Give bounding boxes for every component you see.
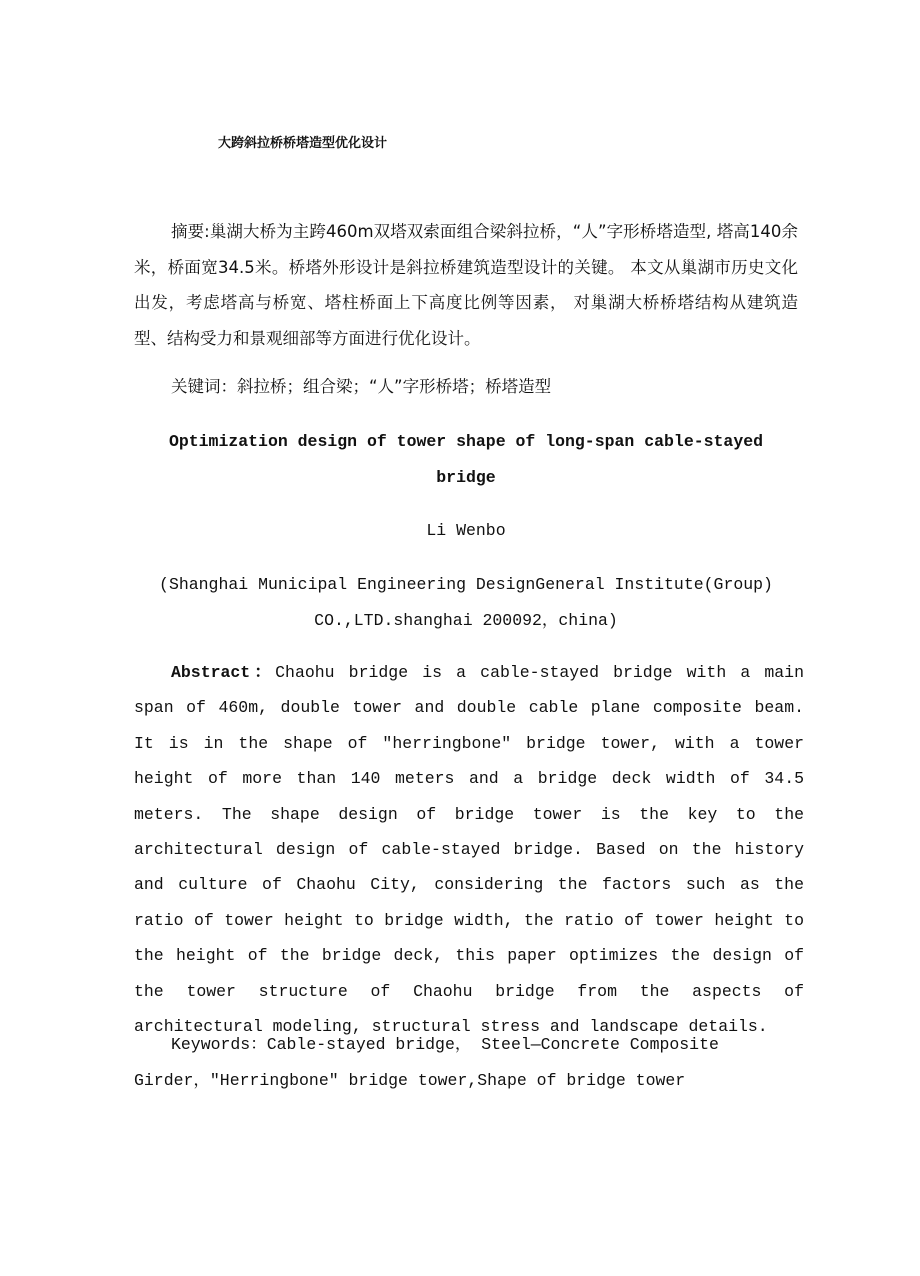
abstract-text: Chaohu bridge is a cable-stayed bridge with a main span of 460m, double tower and double cable plane composite beam. It is in the shape of "herringbone" bridge tower, with a tower height of more than 140 meters and a bridge deck width of 34.5 meters. The shape design of bridge tower is the key to the architectural design of cable-stayed bridge. Based on the history and culture of Chaohu City, considering the factors such as the ratio of tower height to bridge width, the ratio of tower height to the height of the bridge deck, this paper optimizes the design of the tower structure of Chaohu bridge from the aspects of architectural modeling, structural stress and landscape details. bbox=[134, 663, 804, 1037]
affiliation-line-2: CO.,LTD.shanghai 200092，china) bbox=[314, 611, 618, 630]
english-title-line-1: Optimization design of tower shape of long-span cable-stayed bbox=[168, 432, 764, 451]
chinese-title: 大跨斜拉桥桥塔造型优化设计 bbox=[218, 136, 388, 151]
author-name: Li Wenbo bbox=[426, 521, 506, 540]
chinese-abstract: 摘要:巢湖大桥为主跨460m双塔双索面组合梁斜拉桥，“人”字形桥塔造型, 塔高140余米，桥面宽34.5米。桥塔外形设计是斜拉桥建筑造型设计的关键。 本文从巢湖市历史文化出发，考虑塔高与桥宽、塔柱桥面上下高度比例等因素， 对巢湖大桥桥塔结构从建筑造型、结构受力和景观细部等方面进行优化设计。 bbox=[134, 222, 798, 348]
chinese-keywords: 关键词：斜拉桥；组合梁；“人”字形桥塔；桥塔造型 bbox=[171, 377, 552, 396]
author-affiliation bbox=[134, 567, 798, 639]
english-abstract bbox=[134, 655, 804, 1044]
abstract-label: Abstract： bbox=[171, 663, 276, 682]
english-keywords: Keywords：Cable-stayed bridge， Steel—Concrete Composite Girder，"Herringbone" bridge tower,Shape of bridge tower bbox=[134, 1035, 719, 1090]
affiliation-line-1: (Shanghai Municipal Engineering DesignGeneral Institute(Group) bbox=[159, 575, 773, 594]
english-title-line-2: bridge bbox=[436, 468, 496, 487]
english-title bbox=[134, 424, 798, 496]
